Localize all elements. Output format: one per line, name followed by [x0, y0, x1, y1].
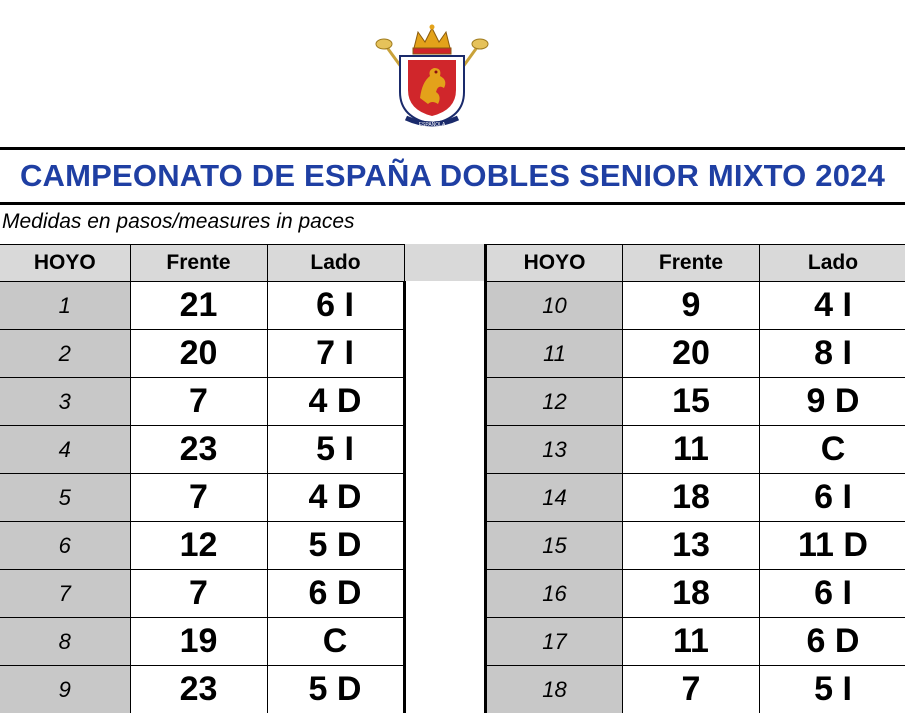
side-distance: 6 I	[760, 570, 905, 618]
table-row	[0, 426, 404, 474]
side-distance: 5 D	[267, 666, 404, 713]
side-distance: 5 I	[760, 666, 905, 713]
side-distance: 4 D	[267, 378, 404, 426]
hole-number: 13	[486, 426, 623, 474]
table-row	[486, 522, 905, 570]
table-header-row	[486, 245, 905, 282]
table-row	[0, 378, 404, 426]
side-distance: 9 D	[760, 378, 905, 426]
hole-number: 4	[0, 426, 130, 474]
table-row	[486, 426, 905, 474]
hole-number: 12	[486, 378, 623, 426]
front-distance: 23	[130, 666, 267, 713]
front-distance: 11	[623, 426, 760, 474]
holes-table-left	[0, 244, 406, 713]
front-distance: 19	[130, 618, 267, 666]
side-distance: 8 I	[760, 330, 905, 378]
hole-number: 3	[0, 378, 130, 426]
hole-number: 6	[0, 522, 130, 570]
table-row	[486, 330, 905, 378]
col-header-frente: Frente	[623, 245, 760, 282]
title-rule-bottom	[0, 202, 905, 205]
table-row	[0, 474, 404, 522]
side-distance: C	[267, 618, 404, 666]
front-distance: 7	[130, 378, 267, 426]
front-distance: 13	[623, 522, 760, 570]
hole-number: 8	[0, 618, 130, 666]
front-distance: 20	[130, 330, 267, 378]
side-distance: 6 I	[267, 282, 404, 330]
table-row	[0, 282, 404, 330]
hole-number: 18	[486, 666, 623, 713]
front-distance: 18	[623, 474, 760, 522]
front-distance: 20	[623, 330, 760, 378]
table-row	[486, 618, 905, 666]
table-row	[486, 570, 905, 618]
hole-number: 5	[0, 474, 130, 522]
table-row	[486, 666, 905, 713]
hole-number: 1	[0, 282, 130, 330]
side-distance: 5 D	[267, 522, 404, 570]
side-distance: C	[760, 426, 905, 474]
crown-icon	[413, 25, 451, 55]
front-distance: 12	[130, 522, 267, 570]
page-title: CAMPEONATO DE ESPAÑA DOBLES SENIOR MIXTO 2024	[19, 158, 886, 193]
hole-number: 2	[0, 330, 130, 378]
side-distance: 7 I	[267, 330, 404, 378]
table-row	[0, 666, 404, 713]
hole-number: 17	[486, 618, 623, 666]
hole-number: 15	[486, 522, 623, 570]
side-distance: 6 D	[267, 570, 404, 618]
side-distance: 5 I	[267, 426, 404, 474]
table-row	[486, 378, 905, 426]
table-row	[0, 330, 404, 378]
front-distance: 18	[623, 570, 760, 618]
hole-number: 9	[0, 666, 130, 713]
hole-number: 10	[486, 282, 623, 330]
table-header-row	[0, 245, 404, 282]
holes-table-right	[484, 244, 905, 713]
front-distance: 11	[623, 618, 760, 666]
hole-number: 11	[486, 330, 623, 378]
front-distance: 21	[130, 282, 267, 330]
front-distance: 23	[130, 426, 267, 474]
side-distance: 4 I	[760, 282, 905, 330]
front-distance: 7	[623, 666, 760, 713]
page-subtitle: Medidas en pasos/measures in paces	[2, 210, 355, 233]
side-distance: 4 D	[267, 474, 404, 522]
hole-number: 16	[486, 570, 623, 618]
hole-number: 14	[486, 474, 623, 522]
table-row	[0, 522, 404, 570]
side-distance: 6 I	[760, 474, 905, 522]
front-distance: 9	[623, 282, 760, 330]
hole-number: 7	[0, 570, 130, 618]
federation-logo	[372, 22, 492, 130]
header-gap-fill	[404, 244, 484, 281]
table-row	[0, 618, 404, 666]
col-header-lado: Lado	[267, 245, 404, 282]
col-header-lado: Lado	[760, 245, 905, 282]
table-row	[0, 570, 404, 618]
col-header-hoyo: HOYO	[0, 245, 130, 282]
side-distance: 6 D	[760, 618, 905, 666]
svg-text:ESPAÑOLA: ESPAÑOLA	[418, 122, 446, 128]
shield-icon	[400, 56, 464, 124]
front-distance: 15	[623, 378, 760, 426]
front-distance: 7	[130, 570, 267, 618]
side-distance: 11 D	[760, 522, 905, 570]
front-distance: 7	[130, 474, 267, 522]
col-header-hoyo: HOYO	[486, 245, 623, 282]
col-header-frente: Frente	[130, 245, 267, 282]
table-row	[486, 282, 905, 330]
table-row	[486, 474, 905, 522]
